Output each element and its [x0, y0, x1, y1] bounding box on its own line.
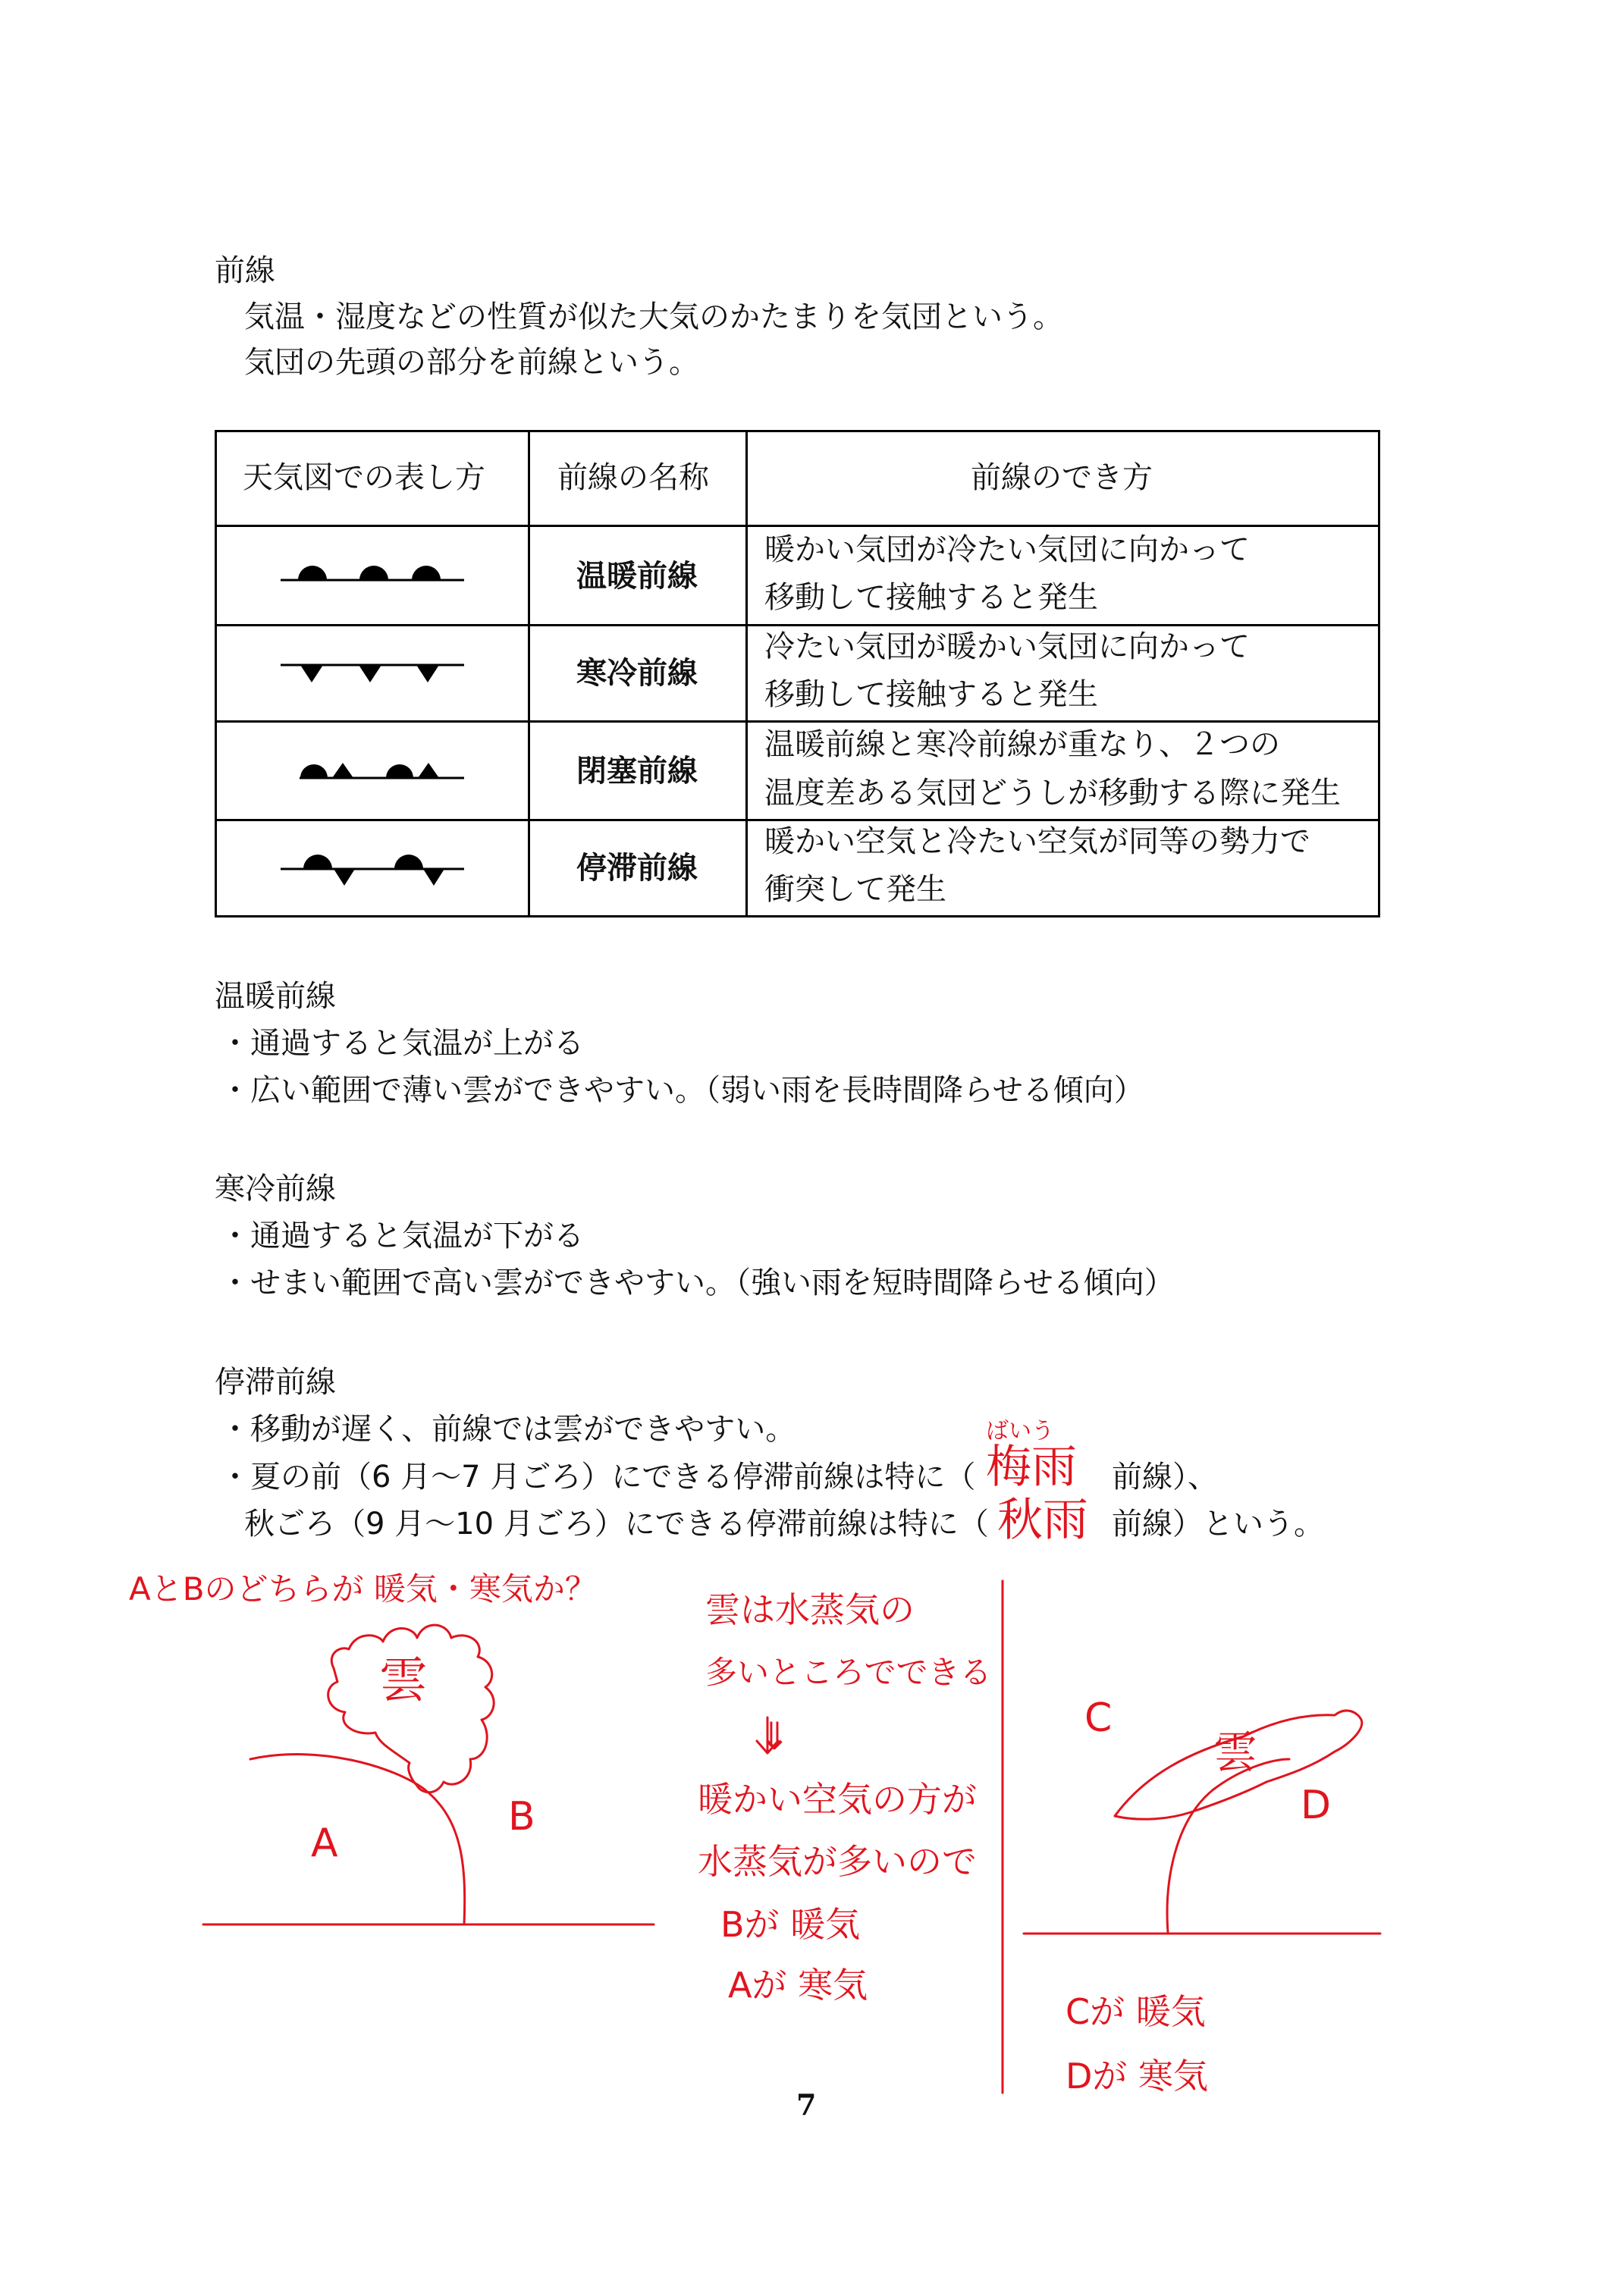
stationary-front-bullet-3-start: 秋ごろ（9 月～10 月ごろ）にできる停滞前線は特に（ [244, 1507, 989, 1542]
handwritten-note-8: Dが 寒気 [1065, 2056, 1209, 2097]
cold-front-symbol [281, 665, 464, 682]
table-border-bottom [215, 915, 1380, 917]
table-border-left [215, 430, 217, 917]
table-row-divider [215, 819, 1380, 821]
right-diagram-label-c: C [1084, 1695, 1113, 1741]
table-cell-desc: 冷たい気団が暖かい気団に向かって [764, 629, 1250, 664]
table-row-divider [215, 624, 1380, 626]
cold-front-bullet-2: ・せまい範囲で高い雲ができやすい。（強い雨を短時間降らせる傾向） [220, 1266, 1175, 1300]
handwritten-question: AとBのどちらが 暖気・寒気か？ [129, 1570, 597, 1608]
table-cell-name: 温暖前線 [576, 559, 698, 594]
left-diagram-label-a: A [311, 1821, 338, 1866]
occluded-front-symbol [300, 763, 464, 778]
cold-front-heading: 寒冷前線 [215, 1172, 336, 1206]
table-header-name: 前線の名称 [557, 460, 709, 495]
left-diagram-front-curve [250, 1755, 465, 1924]
warm-front-heading: 温暖前線 [215, 979, 336, 1014]
handwritten-answer-baiu: 梅雨 [986, 1441, 1077, 1494]
handwritten-note-4: 水蒸気が多いので [698, 1841, 977, 1882]
handwritten-note-3: 暖かい空気の方が [698, 1779, 977, 1820]
warm-front-symbol [281, 566, 464, 580]
stationary-front-bullet-3-end: 前線）という。 [1112, 1507, 1324, 1542]
stationary-front-symbol [281, 855, 464, 886]
right-diagram-cloud-label: 雲 [1213, 1727, 1258, 1778]
intro-line-2: 気団の先頭の部分を前線という。 [244, 345, 699, 380]
table-border-right [1378, 430, 1380, 917]
stationary-front-bullet-1: ・移動が遅く、前線では雲ができやすい。 [220, 1412, 796, 1447]
table-cell-name: 停滞前線 [576, 851, 698, 886]
table-header-symbol: 天気図での表し方 [243, 460, 485, 495]
table-cell-desc: 暖かい気団が冷たい気団に向かって [764, 532, 1250, 567]
table-cell-name: 閉塞前線 [576, 754, 698, 789]
section-heading-front: 前線 [215, 253, 275, 288]
handwritten-note-1: 雲は水蒸気の [705, 1589, 915, 1630]
table-row-divider [215, 525, 1380, 527]
cold-front-bullet-1: ・通過すると気温が下がる [220, 1219, 584, 1253]
handwritten-note-7: Cが 暖気 [1065, 1991, 1206, 2032]
handwritten-arrow: ⇓ [758, 1714, 790, 1758]
stationary-front-bullet-2-start: ・夏の前（6 月～7 月ごろ）にできる停滞前線は特に（ [220, 1460, 976, 1495]
handwritten-answer-akisame: 秋雨 [997, 1494, 1088, 1547]
handwritten-note-2: 多いところでできる [705, 1654, 992, 1691]
table-col-divider [528, 430, 530, 917]
table-row-divider [215, 720, 1380, 723]
left-diagram-label-b: B [508, 1794, 535, 1840]
table-border-top [215, 430, 1380, 432]
handwritten-note-6: Aが 寒気 [728, 1965, 868, 2006]
table-header-formation: 前線のでき方 [971, 460, 1153, 495]
table-cell-desc: 暖かい空気と冷たい空気が同等の勢力で [764, 824, 1310, 859]
table-cell-desc: 衝突して発生 [764, 872, 946, 907]
table-cell-desc: 温度差ある気団どうしが移動する際に発生 [764, 776, 1341, 811]
table-cell-desc: 移動して接触すると発生 [764, 580, 1098, 615]
handwritten-note-5: Bが 暖気 [720, 1904, 861, 1945]
table-cell-desc: 移動して接触すると発生 [764, 677, 1098, 712]
right-diagram-front-curve [1167, 1759, 1289, 1932]
stationary-front-heading: 停滞前線 [215, 1365, 336, 1400]
left-diagram-cloud-label: 雲 [379, 1653, 428, 1709]
table-cell-desc: 温暖前線と寒冷前線が重なり、２つの [764, 727, 1280, 762]
page-number: 7 [796, 2087, 817, 2122]
stationary-front-bullet-2-end: 前線）、 [1112, 1460, 1218, 1495]
handwritten-ruby: ばいう [986, 1418, 1054, 1444]
table-cell-name: 寒冷前線 [576, 656, 698, 691]
intro-line-1: 気温・湿度などの性質が似た大気のかたまりを気団という。 [244, 300, 1063, 334]
warm-front-bullet-1: ・通過すると気温が上がる [220, 1026, 584, 1061]
table-col-divider [745, 430, 748, 917]
warm-front-bullet-2: ・広い範囲で薄い雲ができやすい。（弱い雨を長時間降らせる傾向） [220, 1073, 1144, 1108]
right-diagram-label-d: D [1301, 1783, 1332, 1828]
